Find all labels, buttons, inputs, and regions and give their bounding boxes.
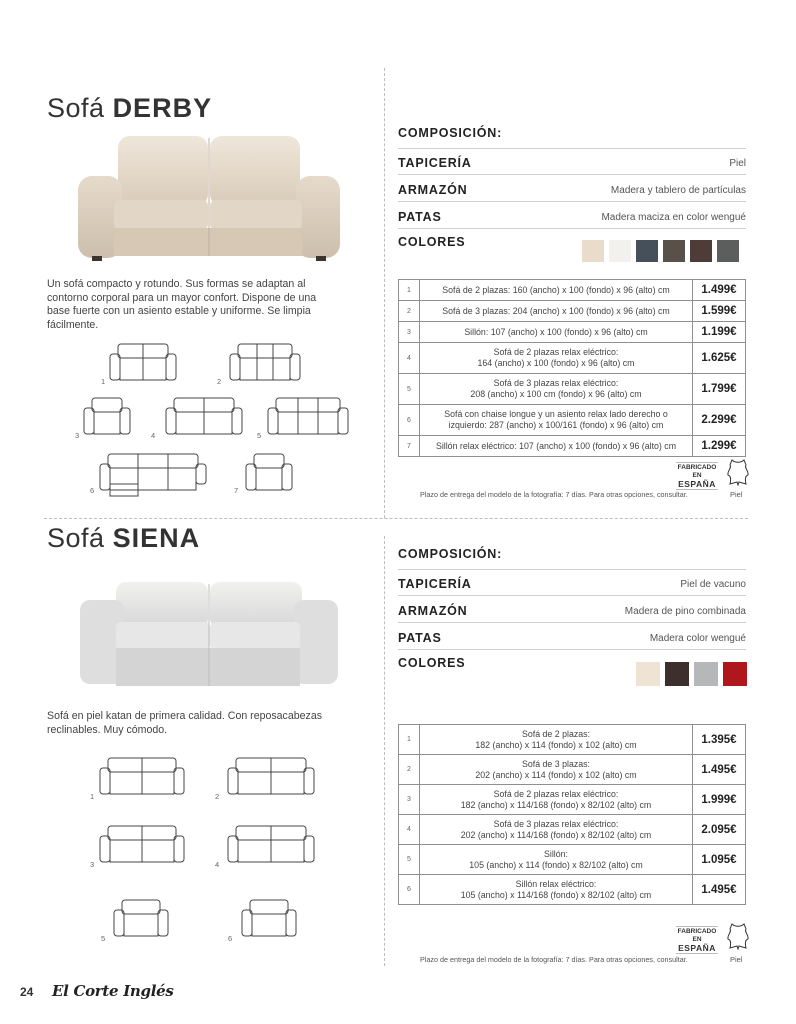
table-row	[399, 280, 746, 301]
row-price: 2.095€	[693, 815, 746, 845]
color-swatch	[694, 662, 718, 686]
spec-value: Madera y tablero de partículas	[610, 185, 746, 196]
siena-made-in-spain-badge: FABRICADO EN ESPAÑA	[677, 928, 717, 953]
row-number: 6	[399, 405, 420, 436]
row-number: 7	[399, 436, 420, 457]
row-number: 3	[399, 322, 420, 343]
table-row	[399, 322, 746, 343]
row-price: 1.799€	[693, 374, 746, 405]
row-price: 1.395€	[693, 725, 746, 755]
row-price: 1.095€	[693, 845, 746, 875]
derby-color-swatches	[577, 240, 739, 267]
derby-piel-label: Piel	[730, 490, 743, 499]
siena-config-number: 4	[215, 860, 220, 869]
row-number: 1	[399, 725, 420, 755]
row-number: 3	[399, 785, 420, 815]
row-description: Sofá de 3 plazas relax eléctrico: 202 (ancho) x 114/168 (fondo) x 82/102 (alto) cm	[420, 815, 693, 845]
siena-price-table	[398, 724, 746, 905]
row-price: 1.599€	[693, 301, 746, 322]
derby-made-in-spain-badge: FABRICADO EN ESPAÑA	[677, 464, 717, 489]
derby-config-number: 6	[90, 486, 95, 495]
derby-config-number: 7	[234, 486, 239, 495]
row-number: 2	[399, 301, 420, 322]
table-row	[399, 374, 746, 405]
color-swatch	[609, 240, 631, 262]
row-description: Sofá de 3 plazas relax eléctrico: 208 (ancho) x 100 cm (fondo) x 96 (alto) cm	[420, 374, 693, 405]
siena-config-number: 2	[215, 792, 220, 801]
color-swatch	[690, 240, 712, 262]
row-description: Sofá de 2 plazas: 182 (ancho) x 114 (fondo) x 102 (alto) cm	[420, 725, 693, 755]
siena-composicion-heading: COMPOSICIÓN:	[398, 547, 503, 561]
table-row	[399, 405, 746, 436]
row-number: 6	[399, 875, 420, 905]
siena-spec-patas	[398, 623, 746, 650]
spec-value: Piel	[729, 158, 746, 169]
section-divider-horizontal	[44, 518, 748, 519]
derby-description: Un sofá compacto y rotundo. Sus formas se adaptan al contorno corporal para un mayor confort. Dispone de una base fuerte con un asiento estable y uniforme. Se limpia fácilmente.	[47, 278, 317, 331]
row-price: 2.299€	[693, 405, 746, 436]
derby-config-number: 4	[151, 431, 156, 440]
siena-color-swatches	[631, 662, 747, 691]
derby-config-number: 5	[257, 431, 262, 440]
row-description: Sofá de 3 plazas: 202 (ancho) x 114 (fondo) x 102 (alto) cm	[420, 755, 693, 785]
row-description: Sofá de 3 plazas: 204 (ancho) x 100 (fondo) x 96 (alto) cm	[420, 301, 693, 322]
row-price: 1.999€	[693, 785, 746, 815]
spec-label: TAPICERÍA	[398, 577, 472, 591]
derby-config-number: 2	[217, 377, 222, 386]
row-price: 1.299€	[693, 436, 746, 457]
color-swatch	[665, 662, 689, 686]
row-price: 1.199€	[693, 322, 746, 343]
table-row	[399, 301, 746, 322]
siena-piel-label: Piel	[730, 955, 743, 964]
siena-spec-tapiceria	[398, 569, 746, 596]
color-swatch	[636, 662, 660, 686]
row-number: 5	[399, 845, 420, 875]
siena-colores-label: COLORES	[398, 656, 466, 670]
siena-spec-armazon	[398, 596, 746, 623]
page-number: 24	[20, 985, 34, 999]
table-row	[399, 343, 746, 374]
table-row	[399, 845, 746, 875]
row-number: 5	[399, 374, 420, 405]
section-divider-vertical-bottom	[384, 536, 385, 966]
row-number: 4	[399, 815, 420, 845]
table-row	[399, 755, 746, 785]
row-description: Sofá de 2 plazas relax eléctrico: 164 (ancho) x 100 (fondo) x 96 (alto) cm	[420, 343, 693, 374]
row-price: 1.495€	[693, 755, 746, 785]
leather-hide-icon	[726, 922, 750, 950]
spec-value: Madera de pino combinada	[624, 606, 746, 617]
siena-title: Sofá SIENA	[47, 523, 201, 553]
row-description: Sofá de 2 plazas relax eléctrico: 182 (ancho) x 114/168 (fondo) x 82/102 (alto) cm	[420, 785, 693, 815]
table-row	[399, 725, 746, 755]
row-description: Sillón relax eléctrico: 107 (ancho) x 100 (fondo) x 96 (alto) cm	[420, 436, 693, 457]
spec-label: TAPICERÍA	[398, 156, 472, 170]
table-row	[399, 815, 746, 845]
derby-colores-label: COLORES	[398, 235, 466, 249]
siena-description: Sofá en piel katan de primera calidad. Con reposacabezas reclinables. Muy cómodo.	[47, 710, 323, 736]
brand-logo: El Corte Inglés	[52, 982, 174, 1000]
row-number: 1	[399, 280, 420, 301]
spec-value: Madera maciza en color wengué	[601, 212, 746, 223]
color-swatch	[636, 240, 658, 262]
row-number: 2	[399, 755, 420, 785]
row-description: Sofá de 2 plazas: 160 (ancho) x 100 (fondo) x 96 (alto) cm	[420, 280, 693, 301]
row-description: Sillón: 107 (ancho) x 100 (fondo) x 96 (alto) cm	[420, 322, 693, 343]
row-price: 1.499€	[693, 280, 746, 301]
siena-config-number: 3	[90, 860, 95, 869]
table-row	[399, 875, 746, 905]
color-swatch	[723, 662, 747, 686]
row-number: 4	[399, 343, 420, 374]
row-description: Sillón: 105 (ancho) x 114 (fondo) x 82/102 (alto) cm	[420, 845, 693, 875]
row-price: 1.495€	[693, 875, 746, 905]
leather-hide-icon	[726, 458, 750, 486]
siena-config-number: 1	[90, 792, 95, 801]
derby-spec-tapiceria	[398, 148, 746, 175]
derby-composicion-heading: COMPOSICIÓN:	[398, 126, 503, 140]
spec-label: ARMAZÓN	[398, 183, 468, 197]
derby-config-number: 1	[101, 377, 106, 386]
siena-sofa-photo	[76, 580, 342, 692]
derby-spec-armazon	[398, 175, 746, 202]
derby-delivery-note: Plazo de entrega del modelo de la fotografía: 7 días. Para otras opciones, consultar.	[420, 490, 688, 499]
table-row	[399, 436, 746, 457]
derby-sofa-photo	[78, 128, 340, 262]
color-swatch	[663, 240, 685, 262]
siena-config-number: 5	[101, 934, 106, 943]
spec-value: Piel de vacuno	[680, 579, 746, 590]
spec-label: ARMAZÓN	[398, 604, 468, 618]
section-divider-vertical-top	[384, 68, 385, 518]
row-description: Sofá con chaise longue y un asiento relax lado derecho o izquierdo: 287 (ancho) x 100/161 (fondo) x 96 (alto) cm	[420, 405, 693, 436]
siena-config-diagrams	[90, 756, 330, 946]
derby-spec-patas	[398, 202, 746, 229]
siena-config-number: 6	[228, 934, 233, 943]
spec-label: PATAS	[398, 631, 442, 645]
derby-price-table	[398, 279, 746, 457]
derby-config-diagrams	[70, 336, 370, 506]
spec-value: Madera color wengué	[649, 633, 746, 644]
spec-label: PATAS	[398, 210, 442, 224]
color-swatch	[582, 240, 604, 262]
row-price: 1.625€	[693, 343, 746, 374]
derby-config-number: 3	[75, 431, 80, 440]
row-description: Sillón relax eléctrico: 105 (ancho) x 114/168 (fondo) x 82/102 (alto) cm	[420, 875, 693, 905]
derby-title: Sofá DERBY	[47, 93, 213, 123]
table-row	[399, 785, 746, 815]
siena-delivery-note: Plazo de entrega del modelo de la fotografía: 7 días. Para otras opciones, consultar.	[420, 955, 688, 964]
color-swatch	[717, 240, 739, 262]
